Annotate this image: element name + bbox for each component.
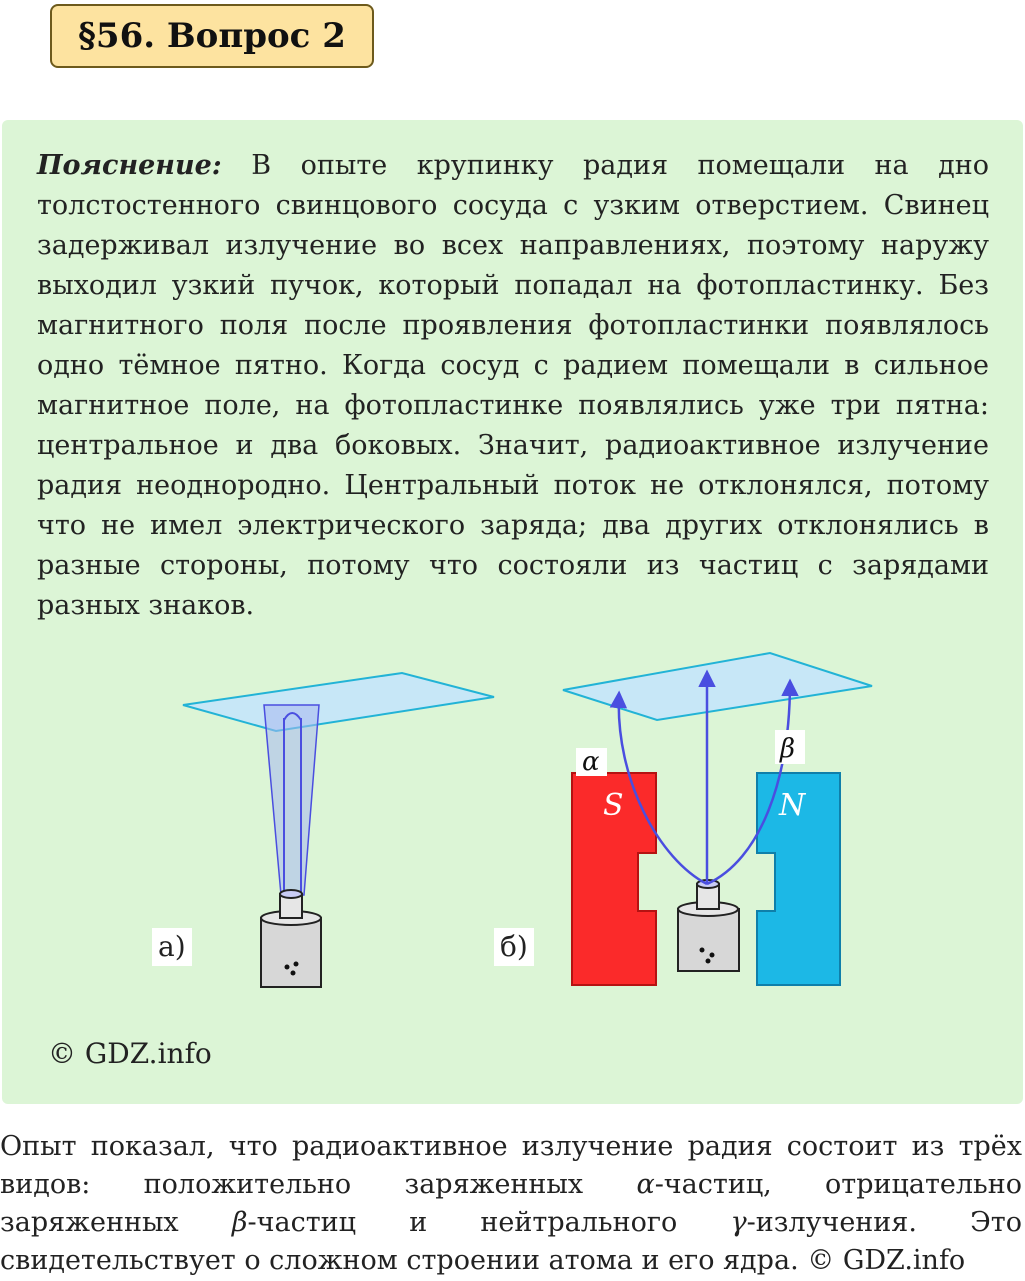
beam-cone-a — [264, 705, 319, 895]
gamma-symbol: γ — [730, 1207, 747, 1238]
conclusion-part1: Опыт показал, что радиоактивное излучение радия состоит из трёх видов: положительно заряженных — [0, 1131, 1022, 1200]
figure-label-b: б) — [494, 928, 534, 966]
conclusion-text — [0, 1128, 1022, 1280]
conclusion-part4: -излучения. Это свидетельствует о сложном строении атома и его ядра. — [0, 1207, 1022, 1276]
section-title: §56. Вопрос 2 — [50, 4, 374, 68]
conclusion-part2: -частиц, отрицательно заряженных — [0, 1169, 1023, 1238]
lead-vessel-b — [678, 880, 739, 971]
pole-n-label: N — [779, 788, 806, 823]
photo-plate-a — [183, 673, 494, 731]
explanation-body: В опыте крупинку радия помещали на дно толстостенного свинцового сосуда с узким отверстием. Свинец задерживал излучение во всех направлениях, поэтому наружу выходил узкий пучок, который попадал на фотопластинку. Без магнитного поля после проявления фотопластинки появлялось одно тёмное пятно. Когда сосуд с радием помещали в сильное магнитное поле, на фотопластинке появлялись уже три пятна: центральное и два боковых. Значит, радиоактивное излучение радия неоднородно. Центральный поток не отклонялся, потому что не имел электрического заряда; два других отклонялись в разные стороны, потому что состояли из частиц с зарядами разных знаков. — [37, 150, 989, 621]
alpha-label: α — [582, 747, 600, 777]
alpha-symbol: α — [636, 1169, 655, 1200]
explanation-lead: Пояснение: — [37, 150, 222, 181]
panel-copyright: © GDZ.info — [48, 1037, 212, 1070]
beta-label: β — [780, 734, 796, 764]
pole-s-label: S — [603, 788, 624, 823]
figure-label-a: а) — [152, 928, 192, 966]
conclusion-copyright: © GDZ.info — [807, 1245, 966, 1276]
lead-vessel-a — [261, 890, 321, 987]
photo-plate-b — [563, 653, 872, 720]
beta-symbol: β — [231, 1207, 248, 1238]
conclusion-part3: -частиц и нейтрального — [247, 1207, 731, 1238]
